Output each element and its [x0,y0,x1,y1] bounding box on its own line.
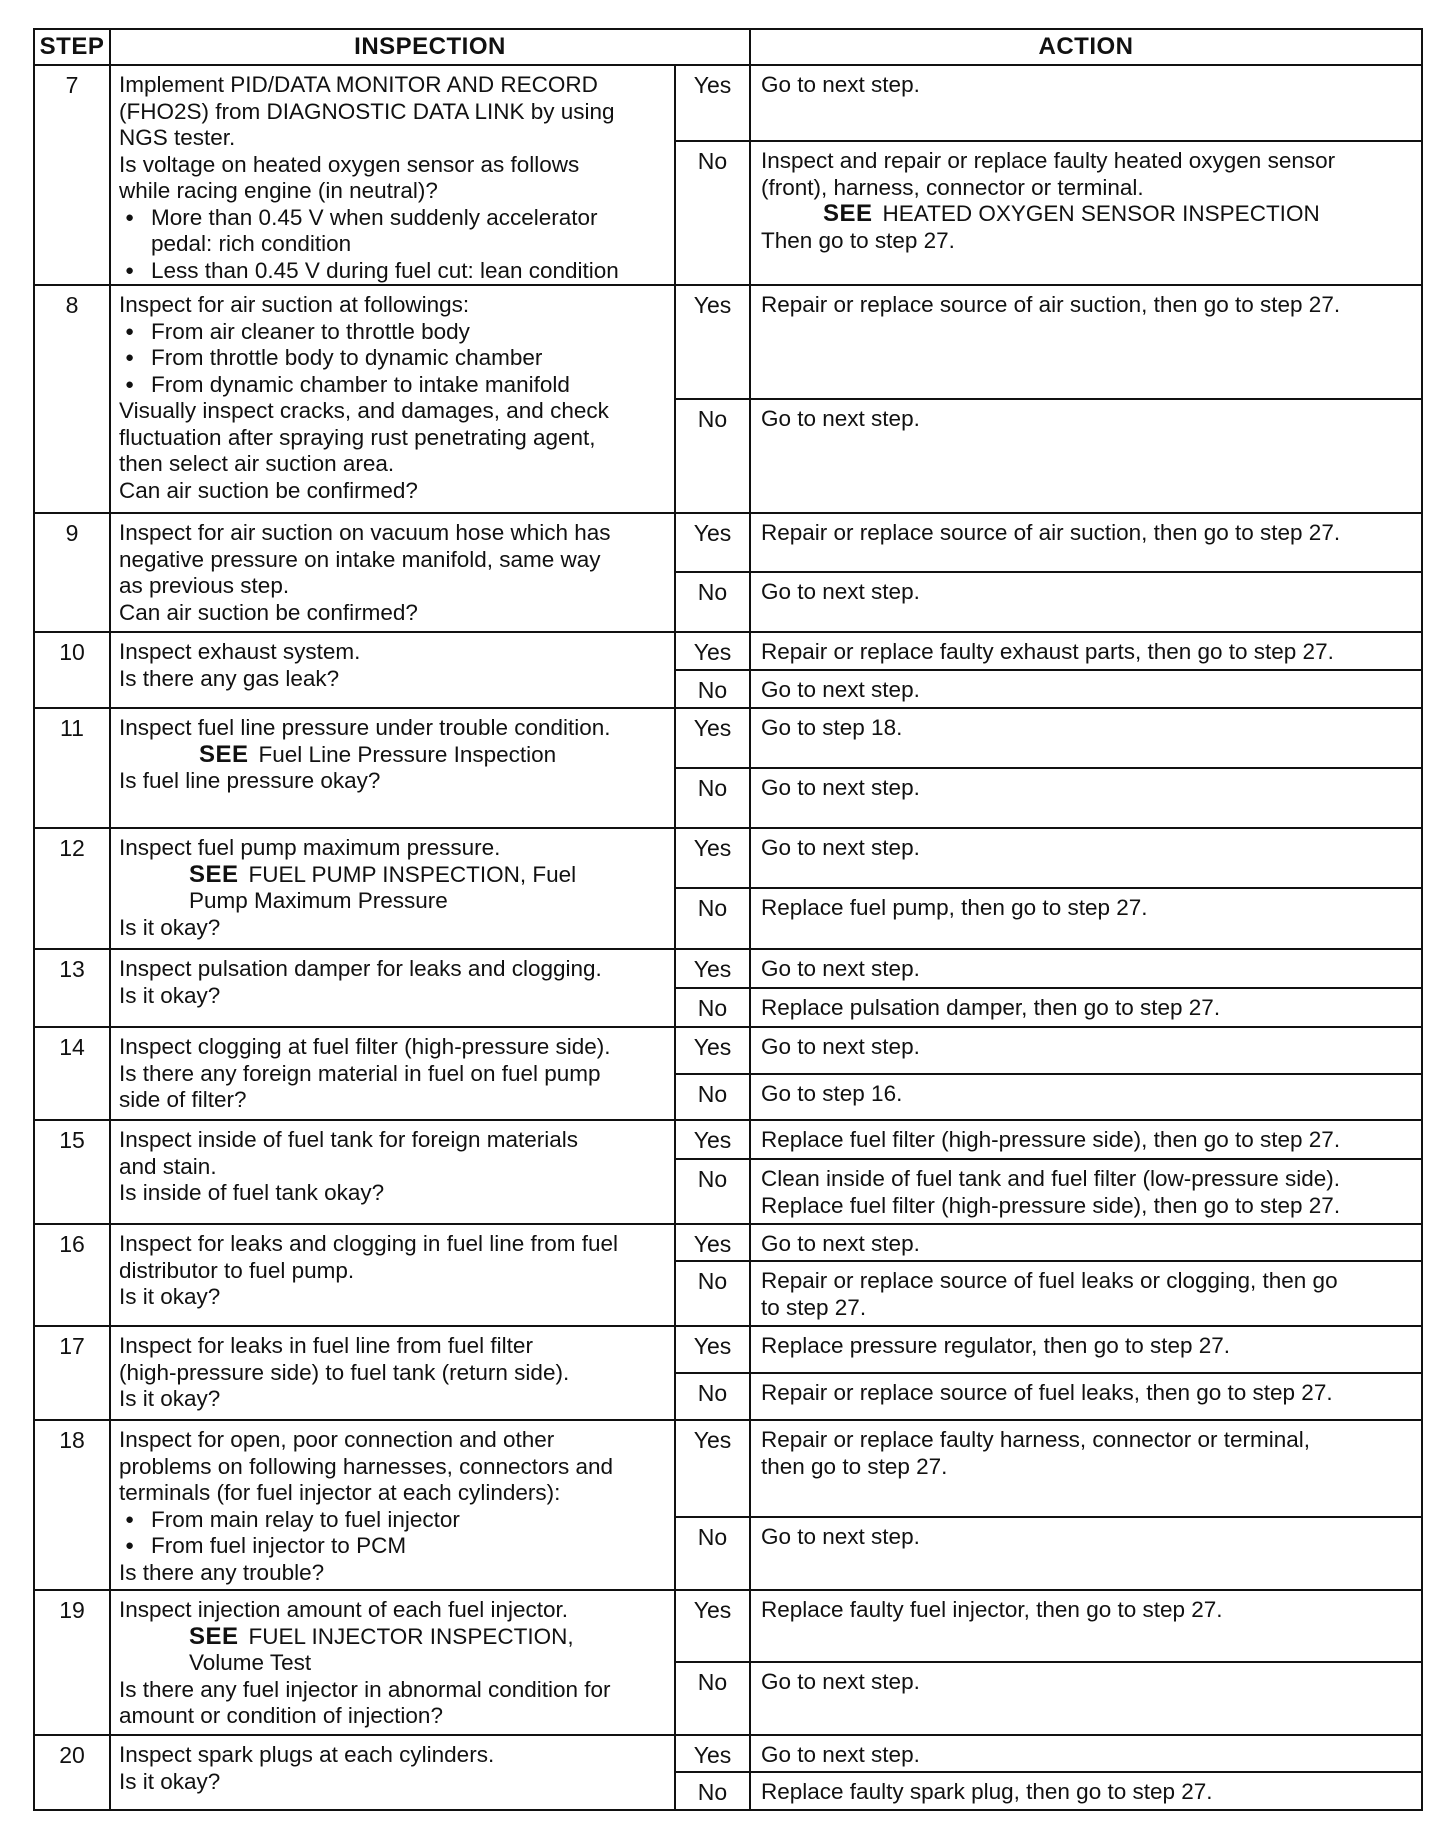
see-reference [119,862,666,889]
yes-label: Yes [675,828,750,888]
action-text: Repair or replace source of fuel leaks, then go to step 27. [761,1380,1333,1405]
inspection-cell [110,285,675,513]
bullet-item: ● From main relay to fuel injector [119,1507,666,1534]
inspection-text: Is it okay? [119,1284,221,1309]
action-text: Repair or replace source of air suction, then go to step 27. [761,292,1341,317]
see-target: FUEL PUMP INSPECTION, Fuel [248,861,577,887]
inspection-text: as previous step. [119,573,290,598]
action-yes [750,1027,1422,1074]
action-text: Repair or replace source of air suction, then go to step 27. [761,520,1341,545]
action-text: Replace fuel filter (high-pressure side), then go to step 27. [761,1192,1341,1218]
inspection-text: then select air suction area. [119,451,395,476]
see-target-continuation: Volume Test [189,1650,312,1675]
action-text: then go to step 27. [761,1453,948,1479]
header-row [34,29,1422,65]
action-no [750,1662,1422,1735]
see-target: FUEL INJECTOR INSPECTION, [248,1623,574,1649]
inspection-cell [110,1420,675,1590]
no-label: No [675,768,750,828]
table-row [34,1120,1422,1159]
inspection-text: Inspect injection amount of each fuel injector. [119,1597,569,1622]
yes-label: Yes [675,708,750,768]
inspection-text: Implement PID/DATA MONITOR AND RECORD [119,72,598,97]
inspection-text: (high-pressure side) to fuel tank (return side). [119,1359,570,1385]
action-text: to step 27. [761,1294,867,1320]
action-no [750,670,1422,708]
action-text: (front), harness, connector or terminal. [761,174,1144,200]
bullet-item: ● From fuel injector to PCM [119,1533,666,1560]
inspection-cell [110,708,675,828]
inspection-text: Inspect spark plugs at each cylinders. [119,1742,495,1767]
bullet-item: ● From air cleaner to throttle body [119,319,666,346]
step-number: 19 [34,1590,110,1735]
inspection-text: while racing engine (in neutral)? [119,178,438,203]
step-number: 12 [34,828,110,949]
inspection-cell [110,949,675,1027]
yes-label: Yes [675,1120,750,1159]
action-text: Replace fuel pump, then go to step 27. [761,895,1148,920]
action-text: Go to next step. [761,775,920,800]
table-row [34,1224,1422,1261]
action-yes [750,1590,1422,1662]
action-yes [750,1326,1422,1373]
step-number: 14 [34,1027,110,1120]
inspection-cell [110,1027,675,1120]
action-text: Go to next step. [761,956,920,981]
action-yes [750,513,1422,572]
step-number: 18 [34,1420,110,1590]
header-inspection: INSPECTION [110,29,750,65]
inspection-text: Is there any gas leak? [119,665,340,691]
see-target-continuation: Pump Maximum Pressure [189,888,448,913]
inspection-text: fluctuation after spraying rust penetrating agent, [119,424,596,450]
inspection-text: Inspect for open, poor connection and other [119,1427,555,1452]
table-row [34,1590,1422,1662]
action-text: Replace pressure regulator, then go to step 27. [761,1333,1231,1358]
see-target: Fuel Line Pressure Inspection [258,741,557,767]
inspection-cell [110,1120,675,1224]
table-row [34,708,1422,768]
action-no [750,988,1422,1027]
table-row [34,1735,1422,1772]
inspection-text: Is it okay? [119,1386,221,1411]
action-text: Clean inside of fuel tank and fuel filter (low-pressure side). [761,1166,1341,1191]
inspection-text: Can air suction be confirmed? [119,477,418,503]
see-keyword: SEE [823,200,873,228]
action-no [750,768,1422,828]
no-label: No [675,1772,750,1810]
step-number: 16 [34,1224,110,1326]
yes-label: Yes [675,1590,750,1662]
yes-label: Yes [675,949,750,988]
no-label: No [675,572,750,632]
inspection-text: (FHO2S) from DIAGNOSTIC DATA LINK by using [119,98,615,124]
inspection-cell [110,1224,675,1326]
table-row [34,1420,1422,1517]
inspection-text: Is fuel line pressure okay? [119,768,381,793]
header-action: ACTION [750,29,1422,65]
action-yes [750,1420,1422,1517]
inspection-text: Is it okay? [119,1768,221,1794]
action-text: Go to next step. [761,1742,920,1767]
action-text: Replace pulsation damper, then go to step 27. [761,995,1221,1020]
see-keyword: SEE [189,1622,239,1650]
no-label: No [675,670,750,708]
no-label: No [675,888,750,949]
no-label: No [675,1517,750,1590]
no-label: No [675,1159,750,1224]
no-label: No [675,141,750,285]
no-label: No [675,988,750,1027]
yes-label: Yes [675,285,750,399]
action-no [750,1074,1422,1120]
header-step: STEP [34,29,110,65]
inspection-text: terminals (for fuel injector at each cylinders): [119,1480,561,1505]
table-row [34,285,1422,399]
inspection-text: Inspect exhaust system. [119,639,361,664]
inspection-text: Is there any fuel injector in abnormal condition for [119,1676,611,1702]
no-label: No [675,1373,750,1420]
action-text: Go to next step. [761,72,920,97]
inspection-cell [110,1326,675,1420]
inspection-text: Inspect fuel pump maximum pressure. [119,835,501,860]
step-number: 13 [34,949,110,1027]
diagnostic-sheet [33,28,1421,1811]
inspection-text: and stain. [119,1153,217,1179]
step-number: 20 [34,1735,110,1810]
action-no [750,1261,1422,1326]
table-row [34,65,1422,141]
inspection-text: NGS tester. [119,125,236,150]
action-text: Repair or replace faulty exhaust parts, then go to step 27. [761,639,1334,664]
yes-label: Yes [675,1735,750,1772]
step-number: 11 [34,708,110,828]
inspection-cell [110,632,675,708]
diagnostic-table [33,28,1423,1811]
action-text: Go to step 18. [761,715,903,740]
table-row [34,828,1422,888]
inspection-text: Is it okay? [119,914,221,940]
bullet-continuation: pedal: rich condition [151,231,352,256]
table-row [34,1027,1422,1074]
inspection-text: amount or condition of injection? [119,1703,443,1728]
inspection-text: Inspect inside of fuel tank for foreign materials [119,1127,578,1152]
inspection-text: Is voltage on heated oxygen sensor as follows [119,151,580,177]
yes-label: Yes [675,1420,750,1517]
inspection-cell [110,1735,675,1810]
see-keyword: SEE [189,860,239,888]
bullet-item: ● More than 0.45 V when suddenly accelerator [119,205,666,232]
inspection-text: Inspect for air suction at followings: [119,292,470,317]
inspection-text: Inspect for leaks and clogging in fuel line from fuel [119,1231,619,1256]
action-yes [750,1224,1422,1261]
action-text: Go to next step. [761,835,920,860]
yes-label: Yes [675,513,750,572]
inspection-text: Is inside of fuel tank okay? [119,1180,385,1205]
action-text: Replace faulty fuel injector, then go to step 27. [761,1597,1223,1622]
action-no [750,1159,1422,1224]
inspection-text: Is there any trouble? [119,1559,325,1585]
yes-label: Yes [675,1326,750,1373]
inspection-text: Inspect for air suction on vacuum hose which has [119,520,611,545]
action-text: Replace fuel filter (high-pressure side), then go to step 27. [761,1127,1341,1152]
action-yes [750,708,1422,768]
action-text: Go to next step. [761,579,920,604]
see-reference [761,201,1413,228]
inspection-cell [110,828,675,949]
action-text: Go to next step. [761,1034,920,1059]
action-yes [750,1735,1422,1772]
action-yes [750,949,1422,988]
action-yes [750,632,1422,670]
action-text: Go to next step. [761,1231,920,1256]
no-label: No [675,1662,750,1735]
step-number: 7 [34,65,110,285]
step-number: 8 [34,285,110,513]
action-yes [750,1120,1422,1159]
see-reference [119,1624,666,1651]
inspection-cell [110,1590,675,1735]
action-no [750,1373,1422,1420]
action-no [750,1517,1422,1590]
no-label: No [675,1074,750,1120]
action-text: Go to step 16. [761,1081,903,1106]
inspection-text: Visually inspect cracks, and damages, and check [119,398,609,423]
inspection-text: Inspect clogging at fuel filter (high-pressure side). [119,1034,611,1059]
inspection-text: Can air suction be confirmed? [119,599,418,625]
action-text: Go to next step. [761,1524,920,1549]
action-text: Go to next step. [761,677,920,702]
inspection-text: Is it okay? [119,982,221,1008]
action-no [750,1772,1422,1810]
table-row [34,632,1422,670]
bullet-item: ● From throttle body to dynamic chamber [119,345,666,372]
action-text: Then go to step 27. [761,227,955,253]
step-number: 10 [34,632,110,708]
no-label: No [675,399,750,513]
yes-label: Yes [675,1027,750,1074]
action-text: Repair or replace faulty harness, connector or terminal, [761,1427,1311,1452]
no-label: No [675,1261,750,1326]
see-target: HEATED OXYGEN SENSOR INSPECTION [882,201,1320,227]
table-row [34,1326,1422,1373]
action-yes [750,828,1422,888]
step-number: 9 [34,513,110,632]
table-row [34,513,1422,572]
yes-label: Yes [675,65,750,141]
inspection-text: Inspect fuel line pressure under trouble condition. [119,715,611,740]
step-number: 17 [34,1326,110,1420]
yes-label: Yes [675,1224,750,1261]
step-number: 15 [34,1120,110,1224]
action-no [750,141,1422,285]
action-text: Replace faulty spark plug, then go to step 27. [761,1779,1213,1804]
action-no [750,399,1422,513]
action-no [750,888,1422,949]
table-row [34,949,1422,988]
bullet-item: ● From dynamic chamber to intake manifold [119,372,666,399]
see-keyword: SEE [199,740,249,768]
action-text: Go to next step. [761,1669,920,1694]
inspection-text: distributor to fuel pump. [119,1257,355,1283]
inspection-cell [110,513,675,632]
inspection-text: problems on following harnesses, connectors and [119,1453,614,1479]
inspection-cell [110,65,675,285]
action-text: Go to next step. [761,406,920,431]
inspection-text: negative pressure on intake manifold, same way [119,546,601,572]
bullet-item: ● Less than 0.45 V during fuel cut: lean condition [119,258,666,285]
inspection-text: Is there any foreign material in fuel on fuel pump [119,1060,601,1086]
inspection-text: side of filter? [119,1087,247,1112]
action-no [750,572,1422,632]
yes-label: Yes [675,632,750,670]
action-yes [750,285,1422,399]
action-yes [750,65,1422,141]
inspection-text: Inspect pulsation damper for leaks and clogging. [119,956,602,981]
inspection-text: Inspect for leaks in fuel line from fuel filter [119,1333,533,1358]
action-text: Repair or replace source of fuel leaks or clogging, then go [761,1268,1338,1293]
see-reference [119,742,666,769]
action-text: Inspect and repair or replace faulty heated oxygen sensor [761,148,1336,174]
